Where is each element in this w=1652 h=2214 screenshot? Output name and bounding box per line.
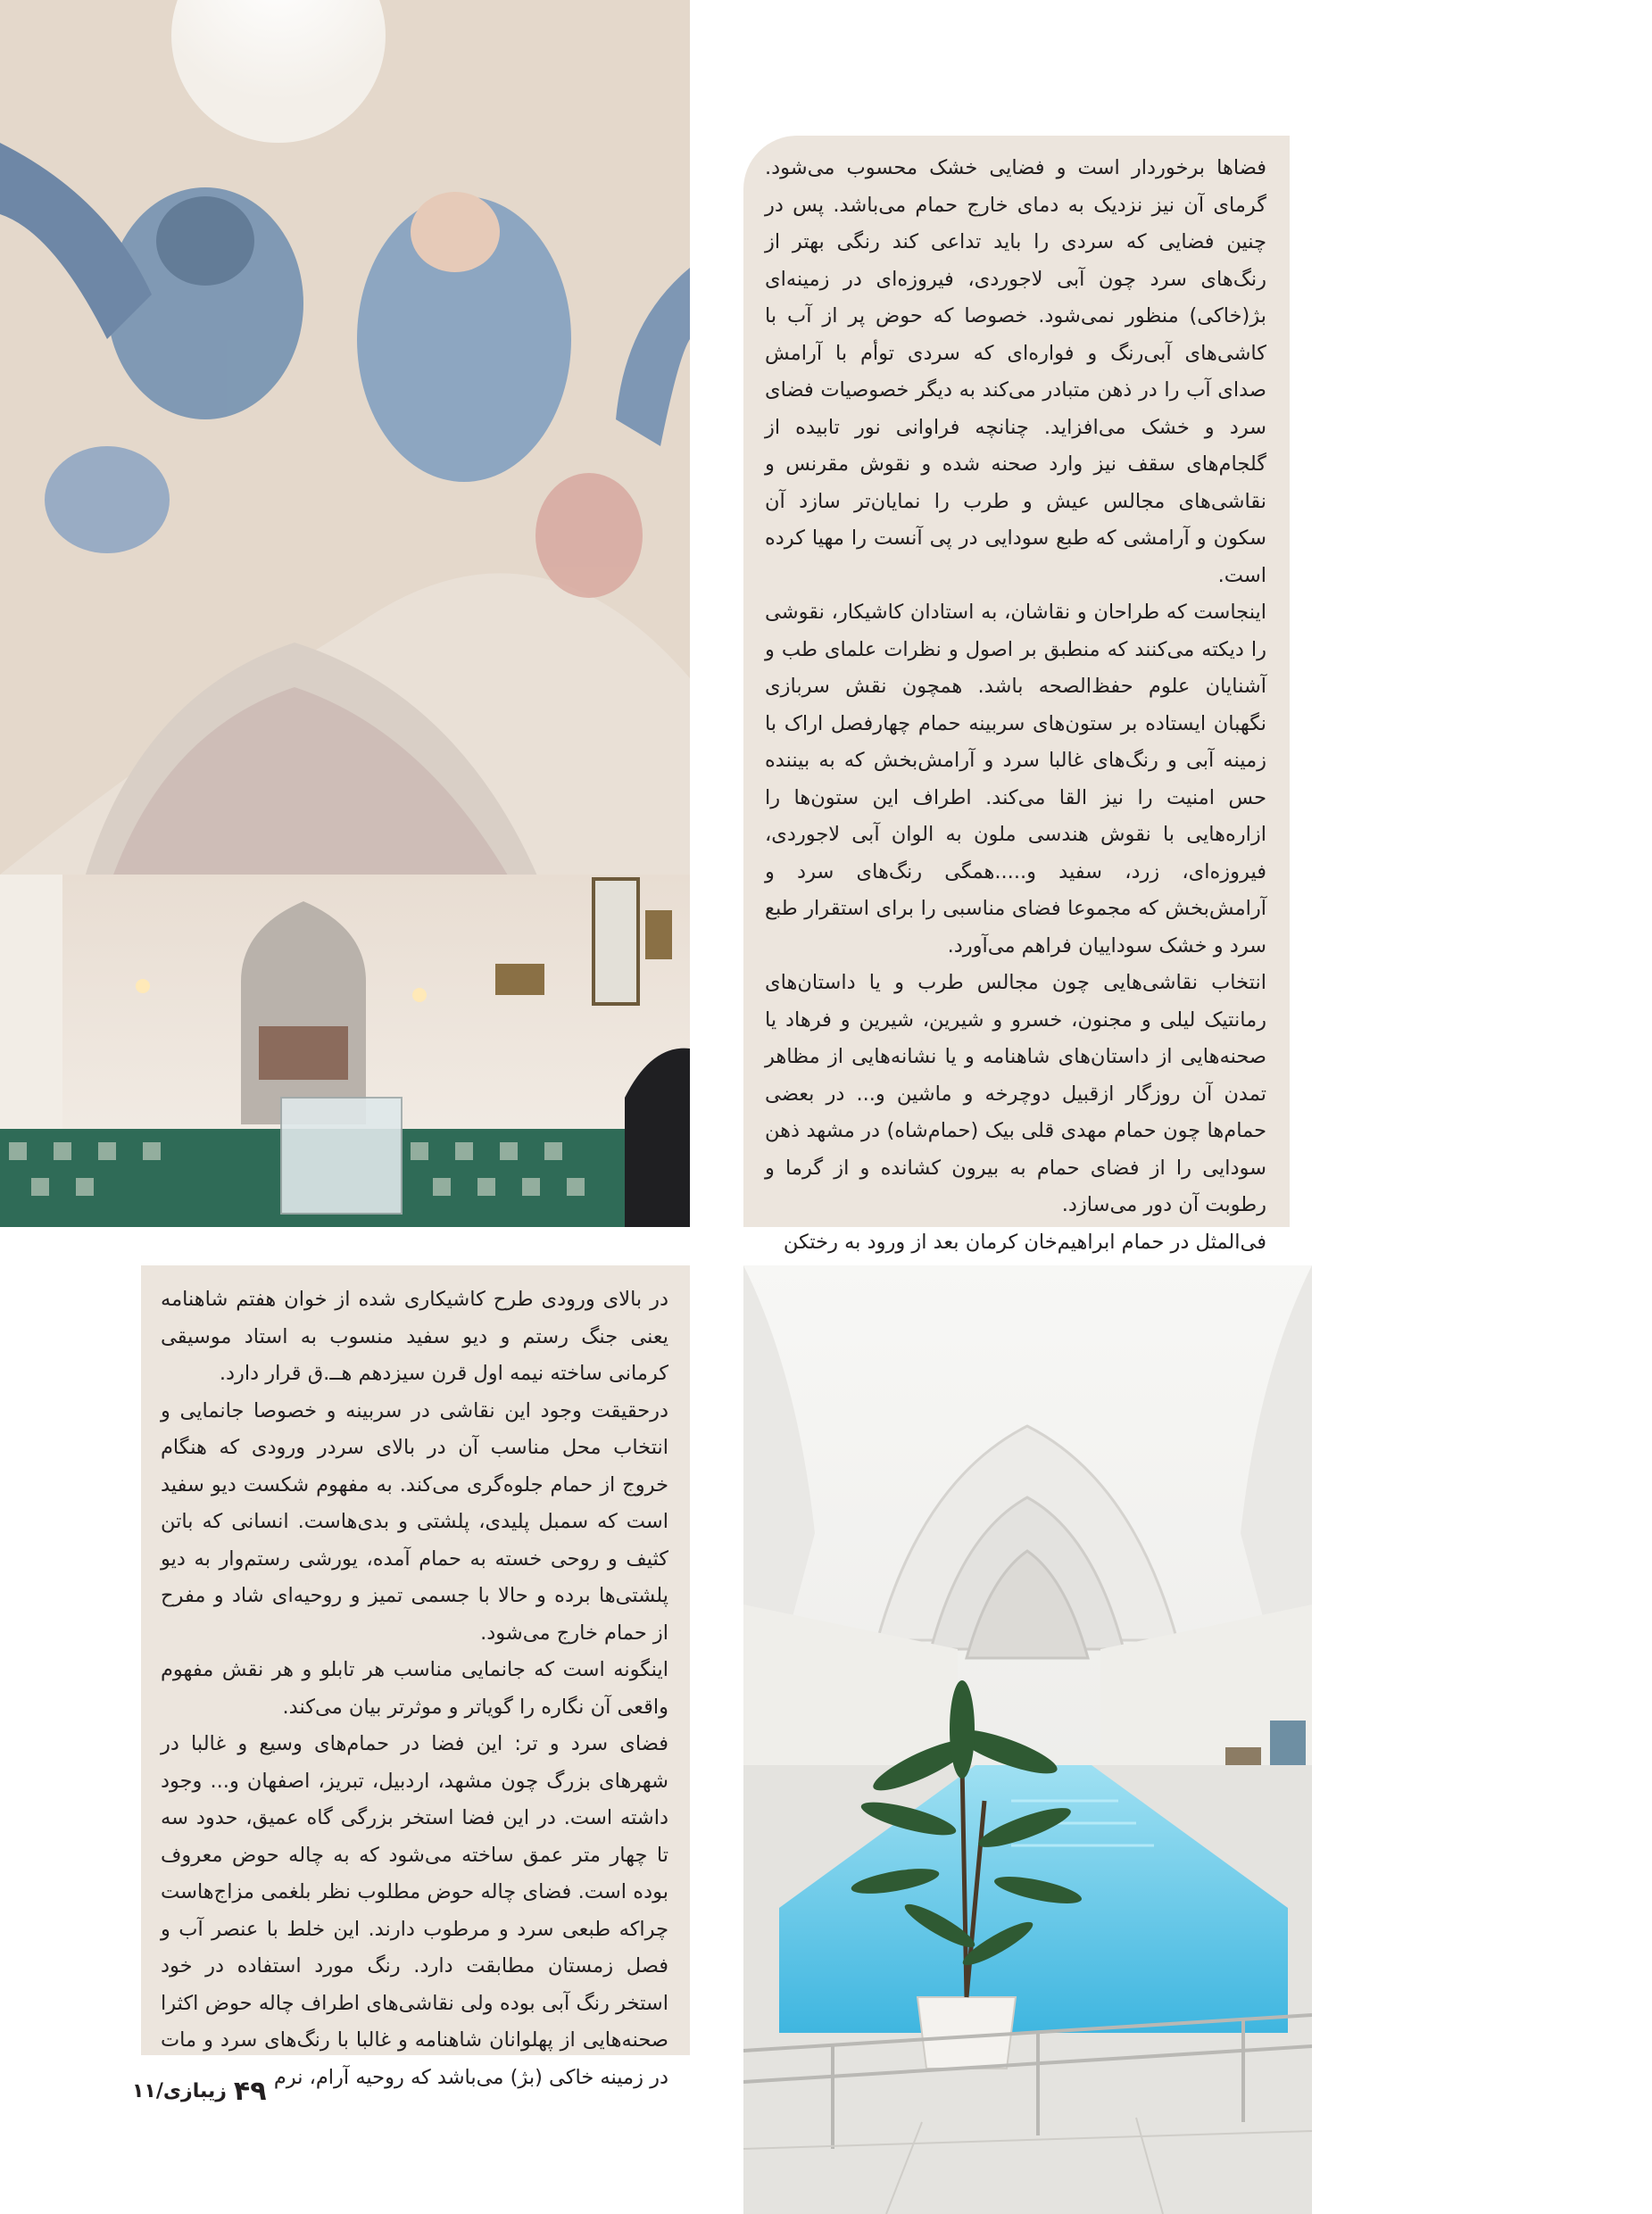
article-text-right-column	[743, 136, 1290, 1254]
article-text-left-column	[141, 1265, 690, 2089]
paragraph: فی‌المثل در حمام ابراهیم‌خان کرمان بعد از ورود به رختکن	[783, 1230, 1266, 1254]
photo-pool-hall	[743, 1265, 1312, 2214]
page-number: ۴۹	[233, 2076, 267, 2107]
paragraph: درحقیقت وجود این نقاشی در سربینه و خصوصا جانمایی و انتخاب محل مناسب آن در بالای سردر ورودی که هنگام خروج از حمام جلوه‌گری می‌کند. به مفهوم شکست دیو سفید است که سمبل پلیدی، پلشتی و بدی‌هاست. انسانی که باتن کثیف و روحی خسته به حمام آمده، یورشی رستم‌وار به دیو پلشتی‌ها برده و حالا با جسمی تمیز و روحیه‌ای شاد و مفرح از حمام خارج می‌شود.	[161, 1398, 668, 1645]
magazine-issue: زیبازی/۱۱	[132, 2080, 227, 2102]
paragraph: فضای سرد و تر: این فضا در حمام‌های وسیع و غالبا در شهرهای بزرگ چون مشهد، اردبیل، تبریز، اصفهان و... وجود داشته است. در این فضا استخر بزرگی گاه عمیق، حدود سه تا چهار متر عمق ساخته می‌شود که به چاله حوض معروف بوده است. فضای چاله حوض مطلوب نظر بلغمی مزاج‌هاست چراکه طبعی سرد و مرطوب دارند. این خلط با عنصر آب و فصل زمستان مطابقت دارد. رنگ مورد استفاده در خود استخر رنگ آبی بوده ولی نقاشی‌های اطراف چاله حوض اکثرا صحنه‌هایی از پهلوانان شاهنامه و غالبا با رنگ‌های سرد و مات در زمینه خاکی (بژ) می‌باشد که روحیه آرام، نرم	[161, 1732, 668, 2089]
paragraph: فضاها برخوردار است و فضایی خشک محسوب می‌شود. گرمای آن نیز نزدیک به دمای خارج حمام می‌باشد. پس در چنین فضایی که سردی را باید تداعی کند رنگی بهتر از رنگ‌های سرد چون آبی لاجوردی، فیروزه‌ای در زمینه‌ای بژ(خاکی) منظور نمی‌شود. خصوصا که حوض پر از آب با کاشی‌های آبی‌رنگ و فواره‌ای که سردی توأم با آرامش صدای آب را در ذهن متبادر می‌کند به دیگر خصوصیات فضای سرد و خشک می‌افزاید. چنانچه فراوانی نور تابیده از گلجام‌های سقف نیز وارد صحنه شده و نقوش مقرنس و نقاشی‌های مجالس عیش و طرب را نمایان‌تر سازد آن سکون و آرامشی که طبع سودایی در پی آنست را مهیا کرده است.	[765, 156, 1266, 587]
photo-painted-dome	[0, 0, 690, 1227]
paragraph: انتخاب نقاشی‌هایی چون مجالس طرب و یا داستان‌های رمانتیک لیلی و مجنون، خسرو و شیرین، شیرین و فرهاد یا صحنه‌هایی از داستان‌های شاهنامه و یا نشانه‌هایی از مظاهر تمدن آن روزگار ازقبیل دوچرخه و ماشین و... در بعضی حمام‌ها چون حمام مهدی قلی بیک (حمام‌شاه) در مشهد ذهن سودایی را از فضای حمام به بیرون کشانده و از گرما و رطوبت آن دور می‌سازد.	[765, 971, 1266, 1216]
paragraph: اینجاست که طراحان و نقاشان، به استادان کاشیکار، نقوشی را دیکته می‌کنند که منطبق بر اصول و نظرات علمای طب و آشنایان علوم حفظ‌الصحه باشد. همچون نقش سربازی نگهبان ایستاده بر ستون‌های سربینه حمام چهارفصل اراک با زمینه آبی و رنگ‌های غالبا سرد و آرامش‌بخش که به بیننده حس امنیت را نیز القا می‌کند. اطراف این ستون‌ها را ازاره‌هایی با نقوش هندسی ملون به الوان آبی لاجوردی، فیروزه‌ای، زرد، سفید و.....همگی رنگ‌های سرد و آرامش‌بخش که مجموعا فضای مناسبی را برای استقرار طبع سرد و خشک سوداییان فراهم می‌آورد.	[765, 601, 1266, 958]
paragraph: اینگونه است که جانمایی مناسب هر تابلو و هر نقش مفهوم واقعی آن نگاره را گویاتر و موثرتر بیان می‌کند.	[161, 1658, 668, 1719]
paragraph: در بالای ورودی طرح کاشیکاری شده از خوان هفتم شاهنامه یعنی جنگ رستم و دیو سفید منسوب به استاد موسیقی کرمانی ساخته نیمه اول قرن سیزدهم هــ.ق قرار دارد.	[161, 1288, 668, 1385]
page-folio	[132, 2076, 267, 2107]
pool-illustration	[743, 1265, 1312, 2214]
dome-illustration	[0, 0, 690, 1227]
